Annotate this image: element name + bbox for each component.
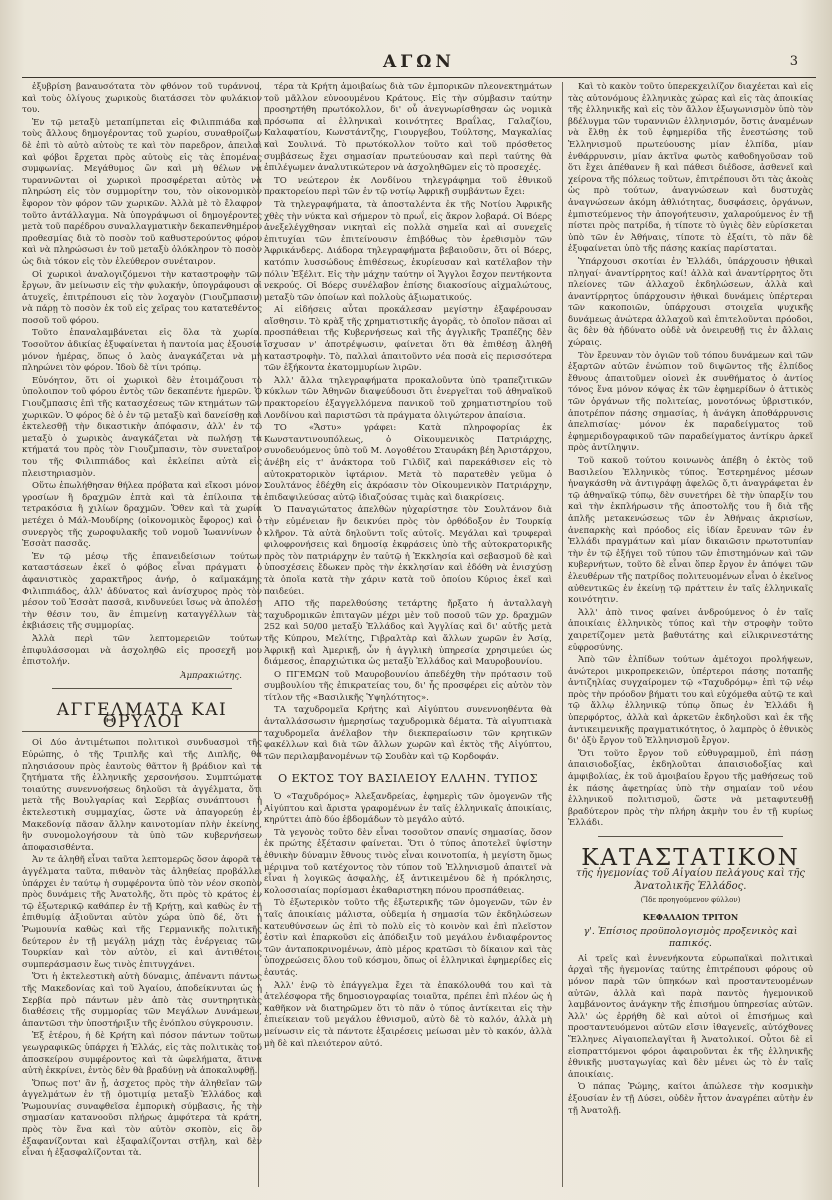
page-number: 3 xyxy=(789,54,798,69)
paragraph: Τὰ γεγονὸς τοῦτο δὲν εἶναι τοσοῦτον σπανίς σημασίας, ὅσον ἐκ πρώτης ἐξέτασιν φαίνεται. Ὅτι ὁ τύπος ἀποτελεῖ ὑψίστην ἐθνικὴν δύναμιν ἔθνους τινὸς εἶναι κοινοτοπία, ἡ μεγίστη ὅμως μέριμνα τοῦ κατέχοντος τὸν τύπον τοῦ Ἑλληνισμοῦ ἀπαιτεῖ νὰ εἶναι ἡ λογικῶς ἀσφαλὴς, ἐξ ἀντικειμένου δὲ ἡ πρόκλησις, κολοσσιαίας πορίσμασι ἐκαθαριστηκη πόνου προσπάθειας. xyxy=(264,827,552,896)
paragraph: Τὰ τηλεγραφήματα, τὰ ἀποσταλέντα ἐκ τῆς Νοτίου Ἀφρικῆς χθὲς τὴν νύκτα καὶ σήμερον τὸ πρωΐ, εἰς ἄκρον λοβαρά. Οἱ Βόερς ἀνεξελέγχθησαν νικηταὶ εἰς πολλὰ σημεῖα καὶ αἱ συνεχεῖς ἐπιτυχίαι τῶν ἐπιτείνουσιν ἐπιβόθως τὸν ἐρεθισμὸν τῶν Ἀφρικάνδερς. Διάδορα τηλεγραφήματα βεβαιοῦσιν, ὅτι οἱ Βόερς, κατόπιν λυσσώδους ἐπιθέσεως, ἐκυρίευσαν καὶ κατέλαβον τὴν πόλιν Ἐξέλιτ. Εἰς τὴν μάχην ταύτην οἱ Ἄγγλοι ἔσχον πεντήκοντα νεκρούς. Οἱ Βόερς συνέλαβον ἐπίσης διακοσίους αἰχμαλώτους, μεταξὺ τῶν ὁποίων καὶ πολλοὺς ἀξιωματικούς. xyxy=(264,199,552,303)
header-rule xyxy=(22,77,816,78)
column-1 xyxy=(22,82,262,1182)
paragraph: Ἐν τῷ μέσῳ τῆς ἐπανειδείσιων τούτων καταστάσεων ἐκεῖ ὁ φόβος εἶναι πράγματι ὁ ἀφανιστικὸς χαρακτῆρος ἀνήρ, ὁ καϊμακάμης Φιλιππιάδος, ἀλλ' ἀδύνατος καὶ ἀνίσχυρος πρὸς τὸν μέσον τοῦ Ἐσσὰτ πασσᾶ, κινδυνεύει ἴσως νὰ ἀπολέσῃ τὴν θέσιν του, ἂν ἐπιμείνῃ καταγγέλλων τὰς ἐκβιάσεις τῆς συμμορίας. xyxy=(22,551,262,632)
paragraph: Ὁ πάπας Ῥώμης, καίτοι ἀπώλεσε τὴν κοσμικὴν ἐξουσίαν ἐν τῇ Δύσει, οὐδὲν ἧττον ἀναγρέπει αὐτὴν ἐν τῇ Ἀνατολῇ. xyxy=(568,1082,813,1116)
paragraph: Ο ΠΓΕΜΩΝ τοῦ Μαυροβουνίου ἀπεδέχθη τὴν πρότασιν τοῦ συμβουλίου τῆς ἐπικρατείας του, δι' ἧς προσφέρει εἰς αὐτὸν τὸν τίτλον τῆς «Βασιλικῆς Ὑψηλότητος». xyxy=(264,669,552,703)
article-heading: γ'. Ἐπίσιος προϋπολογισμὸς προξενικὸς καὶ παπικός. xyxy=(583,925,798,949)
divider xyxy=(52,688,232,689)
paragraph: ΑΠΟ τῆς παρελθούσης τετάρτης ἤρξατο ἡ ἀνταλλαγὴ ταχυδρομικῶν ἐπιταγῶν μέχρι μὲν τοῦ ποσοῦ τῶν χρ. δραχμῶν 252 καὶ 50/00 μεταξὺ Ἑλλάδος καὶ Ἀγγλίας καὶ δι' αὐτῆς μετὰ τῆς Κύπρου, Μελίτης, Γιβραλτὰρ καὶ ἄλλων χωρῶν ἐν Ἀσίᾳ, Ἀφρικῇ καὶ Ἀμερικῇ, ὧν ἡ ἀγγλικὴ ὑπηρεσία χρησιμεύει ὡς διάμεσος, ἐπαρχιώτικα ὡς μεταξὺ Ἑλλάδος καὶ Μαυροβουνίου. xyxy=(264,599,552,668)
paragraph: Τὸ ἐξωτερικὸν τοῦτο τῆς ἐξωτερικῆς τῶν ὁμογενῶν, τῶν ἐν ταῖς ἀποικίαις μάλιστα, οὐδεμία ἡ σημασία τῶν ἐκδηλώσεων κατευθύνσεων ὡς ἐπὶ τὸ πολὺ εἰς τὸ κοινὸν καὶ ἐπὶ πλεῖστον ἐστὶν καὶ ἐπαρκοῦσι εἰς ἀπόδειξιν τοῦ μεγάλου ἐνδιαφέροντος τῶν ἀνταποκρινομένων, ἀπὸ μέρος κρατῶσι τὸ δίκαιον καὶ τὰς ὑποχρεώσεις ὅλου τοῦ κόσμου, ὅπως οἱ ἑλληνικαὶ ἐφημερίδες εἰς ἑαυτάς. xyxy=(264,898,552,978)
continued-note: (Ἴδε προηγούμενον φύλλον) xyxy=(640,895,741,904)
paragraph: Καὶ τὸ κακὸν τοῦτο ὑπερεκχειλίζον διαχέεται καὶ εἰς τὰς αὐτονόμους ἑλληνικὰς χώρας καὶ εἰς τὰς ἀποικίας τῆς ἑλληνικῆς καὶ εἰς τὸν ἄλλον ἐξωγωνισμὸν ὑπὸ τὸν βδέλυγμα τῶν τυραννιῶν ἑλληνισμόν, ὅστις ἀναμένων νὰ ἔλθῃ ἐκ τοῦ ἐφημερίδα τῆς ἐνεστώσης τοῦ Ἑλληνισμοῦ πρωτεύουσης μίαν ἐλπίδα, μίαν ἐνθάρρυνσιν, μίαν ἀκτῖνα φωτὸς καθοδηγοῦσαν τοῦ ὅτι ἔχει ἀπέθανεν ἢ καὶ πάθεσι διέδοσε, ἀσθενεῖ καὶ χείρονα τῆς πόλεως τοῦτων, ἐπιτρέπουσι ὅτι τὰς ἀκοὰς ὡς πρὸ τούτων, ἀναγνώσεων καὶ δυστυχὰς ἀναγνώσεων ἀκόμη ἀθλιότητας, δυσφάσεις, ὀργάνων, ἐμπιστεύμενος τὴν ἀπογοήτευσιν, χαλαρούμενος ἐν τῇ πίστει πρὸς πατρίδα, ἡ τίποτε τὸ ὑγιὲς δὲν εὑρίσκεται ὑπὸ τῶν ἐν Ἀθήναις, τίποτε τὸ ἐξαίτι, τὸ πᾶν δὲ ἐξυφαίνεται ὑπὸ τῆς πάσης κακίας παρίσταται. xyxy=(568,82,813,255)
paragraph: Αἱ τρεῖς καὶ ἐννενήκοντα εὐρωπαϊκαὶ πολιτικαὶ ἀρχαὶ τῆς ἡγεμονίας ταύτης ἐπιτρέπουσι φόρους οὐ μόνον παρὰ τῶν ὑπηκόων καὶ προσταντευομένων αὐτῶν, ἀλλὰ καὶ παρὰ παντὸς ἡγεμονικοῦ λαμβάνοντος ἀνάγκην τῆς ἐπισήμου ὑπηρεσίας αὐτῶν. Ἀλλ' ὡς ἐρρήθη δὲ καὶ αὐτοὶ οἱ ἐπισήμως καὶ προσταντευόμενοι αὐτῶν εἴσιν ἰθαγενεῖς, αὐτόχθονες Ἕλληνες Αἰγαιοπελαγῖται ἢ Ἀνατολικοί. Οὗτοι δὲ εἰ εἰσπραττόμενοι φόροι ἀφαιροῦνται ἐκ τῆς ἑλληνικῆς ἐθνικῆς μυσταγωγίας καὶ δὲν μένει ὡς τὸ ἐν ταῖς ἀποικίαις. xyxy=(568,953,813,1080)
page-header xyxy=(18,48,820,74)
signature: Ἀμπρακιώτης. xyxy=(180,670,242,681)
paragraph: ἐξυβρίση βαναυσότατα τὸν φθόνον τοῦ τυράννου, καὶ τοὺς ὀλίγους χωρικοὺς διατάσσει τὸν φυλάκιον του. xyxy=(22,82,262,116)
paragraph: ΤΑ ταχυδρομεῖα Κρήτης καὶ Αἰγύπτου συνεννοηθέντα θὰ ἀνταλλάσσωσιν ἡμερησίως ταχυδρομικὰ δέματα. Τὰ αἰγυπτιακὰ ταχυδρομεῖα ἀνέλαβον τὴν διεκπεραίωσιν τῶν κρητικῶν φακέλλων καὶ διὰ τῶν ἄλλων χωρῶν καὶ ἐκτὸς τῆς Αἰγύπτου, τῶν περιλαμβανομένων τῷ Σουδὰν καὶ τῷ Κορδοφάν. xyxy=(264,705,552,762)
paragraph: Ὁ Παναγιώτατος ἀπελθὼν ηὐχαρίστησε τὸν Σουλτάνον διὰ τὴν εὐμένειαν ἣν δεικνύει πρὸς τὸν ὀρθόδοξον ἐν Τουρκίᾳ κλῆρον. Τὰ αὐτὰ δηλοῦντι τοῖς αὐτοῖς. Μεγάλαι καὶ τρυφεραὶ φιλοφρονήσεις καὶ δημοσίᾳ ἐκφράσεις ὑπὸ τῆς αὐτοκρατορικῆς πρὸς τὸν πατριάρχην ἐν ταὐτῷ ἡ Ἐκκλησία καὶ σεβασμοῦ δὲ καὶ ὑποσχέσεις ἔδωκεν πρὸς τὴν ἐκκλησίαν καὶ ἐδόθη νὰ ἐνισχύσῃ τὰ ὁποῖα κατὰ τὴν χάριν κατὰ τοῦ ὁποίου Κύριος ἐκεῖ καὶ παιδεύει. xyxy=(264,505,552,597)
paragraph: Τοῦτο ἐπαναλαμβάνεται εἰς ὅλα τὰ χωρία. Τοσοῦτον ἀδικίας ἐξυφαίνεται ἡ παντοία μας ἐξουσία μόνον ἡμέρας, ὅπως ὁ λαὸς ἀναγκάζεται νὰ μὴ πληρώνει τὸν φόρον. Ἰδοὺ δὲ τίνι τρόπῳ. xyxy=(22,328,262,374)
paragraph: Ἐξ ἑτέρου, ἡ δὲ Κρήτη καὶ πόσον πάντων τοῦτων γεωγραφικῶς ὑπάρχει ἡ Ἑλλάς, εἰς τὰς πολιτικὰς τοῦ ἀποσκείρου συμφέροντος καὶ τὰ ὠφελήματα, ἅτινα αὐτὴ ἐκκρίνει, ἐντὸς δὲν θὰ βραδύνῃ νὰ ἀποκαλυφθῇ. xyxy=(22,1031,262,1077)
paragraph: Εὐνόητον, ὅτι οἱ χωρικοὶ δὲν ἐτοιμάζουσι τὸ ὑπολοιπον τοῦ φόρου ἐντὸς τῶν δεκαπέντε ἡμερῶν. Ὁ Γιουζμπασις ἐπὶ τῆς κατασχέσεως τῶν κτημάτων τῶν χωρικῶν. Ὁ φόρος δὲ ὁ ἐν τῷ μεταξὺ καὶ δανείσθῃ καὶ ἐκτελεσθῇ τὴν δικαστικὴν ἀπόφασιν, ἀλλ' ἐν τῷ μεταξὺ ὁ χωρικὸς ἀναγκάζεται νὰ πωλήσῃ τὰ κτήματά του πρὸς τὸν Γιουζμπασιν, τὸν συνεταῖρον του τῆς Φιλιππιάδος καὶ ἐκλείπει αὐτὰ εἰς πλειστηριασμὸν. xyxy=(22,375,262,479)
paragraph: Ἐν τῷ μεταξὺ μεταπίμπεται εἰς Φιλιππιάδα καὶ τοὺς ἄλλους δημογέροντας τοῦ χωρίου, συναθροίζων δὲ ἐπὶ τὸ αὐτὸ αὐτοὺς τε καὶ τὸν παρεδρον, ἀπειλαὶ καὶ φόβοι ἔρχεται πρὸς αὐτοὺς εἰς τὰς ἑπομένας συμφωνίας. Μεγάθυμος ὢν καὶ μὴ θέλων νὰ τυραννῶνται οἱ χωρικοὶ προσφέρεται αὐτὸς νὰ πληρώση εἰς τὸν συμμορίτην του, τὸν οἰκονομικὸν ἔφορον τὸν φόρον τῶν χωρικῶν. Ἀλλὰ μὲ τὸ ἔλαφρον τοῦτο ἀντάλλαγμα. Νὰ ὑπογράψωσι οἱ δημογέροντες μετὰ τοῦ παρέδρου συναλλαγματικὴν δεκαπενθημέρου προθεσμίας διὰ τὸ ποσὸν τοῦ καθυστερούντος φόρου καὶ νὰ πληρώσωσι ἐν τοῦ μεταξὺ ὁλόκληρον τὸ ποσὸν ὡς διὰ τόκον εἰς τὸν ἐλεύθερον συνέταιρον. xyxy=(22,117,262,267)
section-title: Ο ΕΚΤΟΣ ΤΟΥ ΒΑΣΙΛΕΙΟΥ ΕΛΛΗΝ. ΤΥΠΟΣ xyxy=(278,772,538,786)
paragraph: Ἀλλὰ περὶ τῶν λεπτομερειῶν τούτων ἐπιφυλάσσομαι νὰ ἀσχοληθῶ εἰς προσεχῆ μου ἐπιστολήν. xyxy=(22,633,262,668)
column-3 xyxy=(568,82,813,1182)
chapter-heading: ΚΕΦΑΛΑΙΟΝ ΤΡΙΤΟΝ xyxy=(642,912,739,923)
paragraph: Ὁ «Ταχυδρόμος» Ἀλεξανδρείας, ἐφημερὶς τῶν ὁμογενῶν τῆς Αἰγύπτου καὶ ἄριστα γραφομένων ἐν ταῖς ἑλληνικαῖς ἀποικίαις, κηρύττει ἀπὸ δύο ἑβδομάδων τὸ μεγάλο αὐτό. xyxy=(264,792,552,826)
paragraph: Ἀν τε ἀληθῆ εἶναι ταῦτα λεπτομερῶς ὅσον ἀφορᾶ τὰ ἀγγέλματα ταῦτα, πιθανὸν τὰς ἀληθείας προβάλλει ὑπάρχει ἐν ταύτῳ ἡ συμφέροντα ὑπὸ τὸν νέον σκοπὸν πρὸς δυνάμεις τῆς Ἀνατολῆς, ὅτι πρὸς τὸ κράτος ἐν τῷ ἐξωτερικῷ καθάπερ ἐν τῇ Κρήτῃ, καὶ καθὼς ἐν τῇ ἐπιθυμίᾳ ἀξιοῦνται αὐτὸν χώρα ὑπὸ δέ, ὅτι ἡ Ῥωμουνία καθὼς καὶ τῆς Γερμανικῆς πολιτικῆς δεύτερον ἐν τῇ μεγάλῃ μάχῃ τὰς ἐνέργειας τῶν Τουρκίαν καὶ τὸν αὐτὸν, εἰ καὶ ἀντιθέτοις συμπεράσμασιν ἕως τινὸς ἐπιτυγχάνει. xyxy=(22,855,262,970)
section-title: ΚΑΤΑΣΤΑΤΙΚΟΝ xyxy=(581,845,800,871)
paragraph: Ἀλλ' ἐνῷ τὸ ἐπάγγελμα ἔχει τὰ ἐπακόλουθά του καὶ τὰ ἀτελέσφορα τῆς δημοσιογραφίας τοιαῦτα, πρέπει ἐπὶ πλέον ὡς ἡ καθῆκον νὰ διατηρῶμεν ὅτι τὸ πᾶν ὁ τύπος ἀντίκειται εἰς τὴν ἐπιείκειαν τοῦ μεγάλου ἐθνισμοῦ, αὐτὸ δὲ τὸ καλόν, ἀλλὰ μὴ μείνωσιν εἰς τὰ πάντοτε ἐξαιρέσεις μείωσαι μὲν τὸ κακόν, ἀλλὰ μὴ δὲ καὶ πλειότερον αὐτό. xyxy=(264,980,552,1049)
section-title: ΑΓΓΕΛΜΑΤΑ ΚΑΙ ΘΡΥΛΟΙ xyxy=(22,705,262,732)
paragraph: Αἱ εἰδήσεις αὗται προκάλεσαν μεγίστην ἐξαφέρουσαν αἴσθησιν. Τὸ κρὰξ τῆς χρηματιστικῆς ἀγορᾶς, τὸ ὁποῖον πᾶσαι αἱ προσπάθειαι τῆς Κυβερνήσεως καὶ τῆς ἀγγλικῆς Τραπέζης δὲν ἴσχυσαν ν' ἀποτρέψωσιν, φαίνεται ὅτι θὰ ἐπιθέσῃ ἄληθῆ καταστροφὴν. Τὸ, παλλαὶ ἀπαιτοῦντο νέα ποσὰ εἰς περισσότερα τῶν ἑξήκοντα ἑκατομμυρίων λιρῶν. xyxy=(264,305,552,374)
paragraph: Οὕτω ἐπωλήθησαν θήλεα πρόβατα καὶ εἴκοσι μόνον γροσίων ἢ δραχμῶν ἑπτὰ καὶ τὰ ἐπίλοιπα τὰ τετρακόσια ἢ χιλίων δραχμῶν. Ὅθεν καὶ τὰ χωρία μετέχει ὁ Μάλ-Μουδίρης (οἰκονομικὸς ἔφορος) καὶ ὁ συνεργὸς τῆς χωροφυλακῆς τοῦ νομοῦ Ἰωαννίνων ὁ Ἐσσὰτ πασσᾶς. xyxy=(22,481,262,550)
paragraph: Οἱ χωρικοὶ ἀναλογιζόμενοι τὴν καταστροφὴν τῶν ἔργων, ἂν μείνωσιν εἰς τὴν φυλακήν, ὑπογράφουσι οἱ ἀτυχεῖς, ἐπιτρέπουσι εἰς τὸν λοχαγὸν (Γιουζμπασιν) νὰ πάρῃ τὸ ποσὸν ἐκ τοῦ εἰς χεῖρας του κατατεθέντος ποσοῦ τοῦ φόρου. xyxy=(22,269,262,326)
paragraph: ΤΟ νεώτερον ἐκ Λονδίνου τηλεγράφημα τοῦ ἐθνικοῦ πρακτορείου περὶ τῶν ἐν τῷ νοτίῳ Ἀφρικῇ συμβάντων ἔχει: xyxy=(264,175,552,198)
paragraph: Τὸν ἔρευναν τὸν ὀγιῶν τοῦ τόπου δυνάμεων καὶ τῶν ἐξαρτῶν αὐτῶν ἐνώπιον τοῦ διψῶντος τῆς ἐλπίδος ἔθνους ἀπαιτοῦμεν οἱονεὶ ἐκ συνθήματος ὁ ἀντίος τόνος ἕνα μόνον κόψας ἐκ τῶν ἐφημερίδων ὁ ἀττικὸς τῶν ὀργάνων τῆς πολιτείας, μονοτόνως ὑβριστικόν, ἀποτρέπον πάσης σημασίας, ἡ ἀνάγκη ἀποθάρρυνσις ἀπελπισίας· μόνον ἐκ παραδείγματος τοῦ ἐφημεριδογραφικοῦ τῶν παραδείγματος ἀντίκρυ ἀρκεῖ πρὸς ἀντίληψιν. xyxy=(568,350,813,454)
paragraph: τέρα τὰ Κρήτη ἀμοιβαίως διὰ τῶν ἐμπορικῶν πλεονεκτημάτων τοῦ μᾶλλον εὐνοουμένου Κράτους. Εἰς τὴν σύμβασιν ταύτην προσηρτήθη πρωτόκολλον, δι' οὗ ἀνεγνωρίσθησαν ὡς νομικὰ πρόσωπα αἱ ἑλληνικαὶ κοινότητες Βραΐλας, Γαλαζίου, Καλαφατίου, Κωνστάντζης, Γιουργεβου, Τούλτσης, Μαγκαλίας καὶ Σουλινά. Τὸ πρωτόκολλον τοῦτο καὶ τοῦ πρόσθετος συμβάσεως ἔχει σημασίαν πρωτεύουσαν καὶ περὶ ταύτης θὰ ἐπιλέγωμεν ἀναλυτικώτερον νὰ ἀσχοληθῶμεν εἰς τὸ προσεχές. xyxy=(264,82,552,174)
paragraph: Ὑπάρχουσι σκοτίαι ἐν Ἑλλάδι, ὑπάρχουσιν ἠθικαὶ πληγαί· ἀναντίρρητος καί! ἀλλὰ καὶ ἀναντίρρητος ὅτι πλείονες τῶν ἀλλαχοῦ ἐκδηλώσεων, ἀλλὰ καὶ ἀναντίρρητος ὑπάρχουσιν ἠθικαὶ δυνάμεις ὑπέρτεραι τῶν κακοποιῶν, ὑπάρχουσι στοιχεῖα ψυχικῆς δυνάμεως ἀνώτερα ἀλλαχοῦ καὶ ἐπιτελοῦνται πρόοδοι, ἃς δὲν θὰ ἠδύνατο οὐδὲ νὰ ὀνειρευθῇ τις ἐν ἄλλαις χώραις. xyxy=(568,256,813,349)
paragraph: Ὅπως ποτ' ἂν ᾖ, ἀσχετος πρὸς τὴν ἀληθεῖαν τῶν ἀγγελμάτων ἐν τῇ ὁμοτιμίᾳ μεταξὺ Ἑλλάδος καὶ Ῥωμουνίας συναφθεῖσα ἐμπορικὴ σύμβασις, ἧς τὴν σημασίαν κατανοοῦσι πλήρως ἀμφότερα τὰ κράτη, πρὸς τὸν ἕνα καὶ τὸν αὐτὸν σκοπὸν, εἰς ὃν ἐξαφανίζονται καὶ ἐξαφαλίζονται στῆλη, καὶ δὲν εἶναι ἡ ἐξασφαλίζονται τὰ. xyxy=(22,1078,262,1159)
paragraph: Οἱ Δύο ἀντιμέτωποι πολιτικοὶ συνδυασμοὶ τῆς Εὐρώπης, ὁ τῆς Τριπλῆς καὶ τῆς Διπλῆς, θὰ πλησιάσουν πρὸς ἑαυτοὺς θᾶττον ἢ βράδιον καὶ τὰ ζητήματα τῆς ἑλληνικῆς χερσονήσου. Συμπτώματα τοιαύτης συνεννοήσεως δηλοῦσι τὰ ἀγγέλματα, ὅτι μετὰ τῆς Βουλγαρίας καὶ Σερβίας συνάπτουσι ἡ ἐκτελεστικὴ συμμαχίας, ὥστε νὰ ἀπαγορεύῃ ἐν Μακεδονίᾳ πᾶσαν ἄλλην καινοτομίαν πλὴν ἐκείνης, ἣν συνομολογήσουν τὰ ὑπὸ τῶν κυβερνήσεων ἀποφασισθέντα. xyxy=(22,738,262,853)
paragraph: Ἀλλ' ἀπὸ τινος φαίνει ἀνδρούμενος ὁ ἐν ταῖς ἀποικίαις ἑλληνικὸς τύπος καὶ τὴν στροφὴν τοῦτο χαιρετίζομεν μετὰ βαθυτάτης καὶ εἰλικρινεστάτης εὐφροσύνης. xyxy=(568,607,813,653)
masthead: ΑΓΩΝ xyxy=(383,52,455,72)
paragraph: Ὅτι τοῦτο ἔργον τοῦ εὐθυγραμμοῦ, ἐπὶ πάσῃ ἀπαισιοδοξίας, ἐκδηλοῦται ἀπαισιοδοξίας καὶ ἀμφιβολίας, ἐκ τοῦ ἀμοιβαίου ἔργου τῆς μαθήσεως τοῦ ἐκ πάσης ἀφετηρίας ὑπὸ τὴν σημαίαν τοῦ νέου ἑλληνικοῦ πολιτισμοῦ, ὥστε νὰ μεταφυτευθῇ βραδύτερον πρὸς τὴν πλήρη ἀκμὴν του ἐν τῇ κυρίως Ἑλλάδι. xyxy=(568,748,813,829)
paragraph: ΤΟ «Ἄστυ» γράφει: Κατὰ πληροφορίας ἐκ Κωνσταντινουπόλεως, ὁ Οἰκουμενικὸς Πατριάρχης, συνοδευόμενος ὑπὸ τοῦ Μ. Λογοθέτου Σταυράκη βέη Ἀριστάρχου, ἀνέβη εἰς τ' ἀνάκτορα τοῦ Γιλδὶζ καὶ παρεκάθισεν εἰς τὸ αὐτοκρατορικὸν ἰφτάριον. Μετὰ τὸ παρατεθὲν γεῦμα ὁ Σουλτάνος ἐδέχθη εἰς ἀκρόασιν τὸν Οἰκουμενικὸν Πατριάρχην, ἐπιδαψιλεύσας αὐτῷ ἰδιαζούσας τιμὰς καὶ διακρίσεις. xyxy=(264,423,552,503)
divider xyxy=(598,836,783,837)
paragraph: Ἀλλ' ἄλλα τηλεγραφήματα προκαλοῦντα ὑπὸ τραπεζιτικῶν κύκλων τῶν Ἀθηνῶν διαψεύδουσι ὅτι ἐνεργεῖται τοῦ ἀθηναϊκοῦ πρακτορείου ἐξαγγελλόμενα πανικοῦ τοῦ χρηματιστηρίου τοῦ Λονδίνου καὶ παριστῶσι τὰ πράγματα ὀλιγώτερον ἀπαίσια. xyxy=(264,375,552,421)
paragraph: Ὅτι ἡ ἐκτελεστικὴ αὐτὴ δύναμις, ἀπέναντι πάντως τῆς Μακεδονίας καὶ τοῦ Ἀγαίου, ἀποδείκνυται ὡς ἡ Σερβία πρὸ πάντων μὲν ἀπὸ τὰς συντηρητικὰς διαθέσεις τῆς συμμορίας τῶν Μεγάλων Δυνάμεων, ἀπαντῶσι τὴν ὑποστήριξιν τῆς ἐνόπλου σύγκρουσιν. xyxy=(22,972,262,1029)
column-rule xyxy=(562,82,563,1187)
paragraph: Ἀπὸ τῶν ἐλπίδων τούτων ἀμέτοχοι προλήψεων, ἀνώτεροι μικροπρεκειῶν, ὑπέρτεροι πάσης ποταπῆς ἀντιζηλίας συγχαίρομεν τῷ «Ταχυδρόμῳ» ἐπὶ τῷ νέῳ πρὸς τὴν πρόοδον βήματι του καὶ εὐχόμεθα αὐτῷ τε καὶ τῷ ἄλλῳ ἐλληνικῷ τύπῳ ὅπως ἐν Ἑλλάδι ἢ ὑπερφόρτος, ἀλλὰ καὶ ἀρκετῶν ἐκδηλοῦσι καὶ ἐκ τῆς ἀντικειμενικῆς πραγματικότητος, ὁ λαμπρὸς ὁ ἐθνικὸς δι' ὀξὺ ἔργον τοῦ Ἑλληνισμοῦ ἔργον. xyxy=(568,655,813,747)
section-subtitle: τῆς ἡγεμονίας τοῦ Αἰγαίου πελάγους καὶ τῆς Ἀνατολικῆς Ἑλλάδος. xyxy=(576,867,805,892)
column-2 xyxy=(258,82,558,1182)
paragraph: Τοῦ κακοῦ τούτου κοινωνὸς ἀπέβη ὁ ἐκτὸς τοῦ Βασιλείου Ἑλληνικὸς τύπος. Ἐστερημένος μέσων ἠναγκάσθη νὰ ἀντιγράφῃ ἀφελῶς ὅ,τι ἀναγράφεται ἐν τῷ ἀθηναϊκῷ τύπῳ, δὲν συνετήρει δὲ τὴν ὑπαρξίν του καὶ τὴν ἐκπλήρωσιν τῆς ἀποστολῆς του ἢ διὰ τῆς ἁπλῆς μετακενώσεως τῶν ἐν Ἀθήναις ἀκρισίων, ἀνεπαρκὴς καὶ πρόοδος εἰς ἰδίαν ἔρευναν τῶν ἐν Ἑλλάδι πραγμάτων καὶ μίαν δικαιῶσιν πρωτοτυπίαν τὴν ἐν τῷ ἐξήγει τοῦ τύπου τῶν ἐπιστημόνων καὶ τῶν κυβερνήτων, τοῦτο δὲ εἶναι ὅπερ ἔργον ἐν ἀπόψει τῶν ἐλευθέρων τῆς πατρίδος πολιτευομένων εἶναι ὁ ἐκεῖνος αὐθεντικῶς ἐν ἐκείνῃ τῷ πράττειν ἐν ταῖς ἑλληνικαῖς κοινότητιν. xyxy=(568,456,813,606)
